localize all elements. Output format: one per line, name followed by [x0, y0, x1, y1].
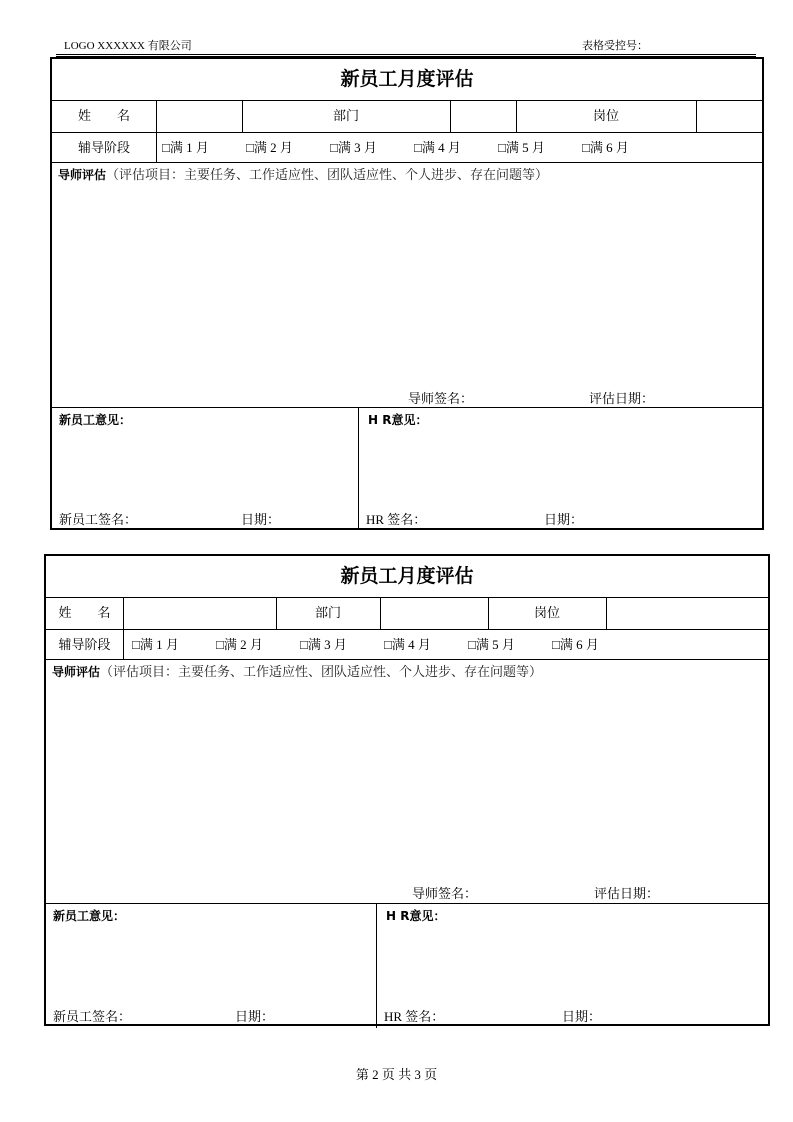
employee-date-label: 日期： [241, 512, 281, 527]
dept-field[interactable] [450, 101, 517, 132]
position-field[interactable] [606, 598, 768, 629]
position-label: 岗位 [516, 101, 697, 132]
form-title: 新员工月度评估 [46, 556, 768, 598]
stage-option-5[interactable]: □满 5 月 [498, 140, 545, 155]
hr-opinion-label: H R意见： [386, 909, 446, 923]
name-label: 姓 名 [52, 101, 157, 132]
stage-row [52, 133, 762, 163]
mentor-sign-label: 导师签名： [412, 886, 478, 901]
position-label: 岗位 [488, 598, 607, 629]
position-field[interactable] [696, 101, 762, 132]
stage-option-6[interactable]: □满 6 月 [552, 637, 599, 652]
company-logo-text: LOGO XXXXXX 有限公司 [64, 40, 192, 52]
employee-sign-label: 新员工签名： [59, 512, 138, 527]
employee-opinion-label: 新员工意见： [53, 909, 126, 923]
mentor-eval-label: 导师评估 [52, 665, 101, 679]
mentor-eval-hint: （评估项目：主要任务、工作适应性、团队适应性、个人进步、存在问题等） [106, 167, 549, 182]
dept-field[interactable] [380, 598, 489, 629]
mentor-eval-hint: （评估项目：主要任务、工作适应性、团队适应性、个人进步、存在问题等） [100, 664, 543, 679]
name-field[interactable] [123, 598, 277, 629]
stage-label: 辅导阶段 [46, 630, 124, 659]
opinion-divider [358, 408, 359, 530]
name-field[interactable] [156, 101, 243, 132]
employee-date-label: 日期： [235, 1009, 275, 1024]
mentor-eval-label: 导师评估 [58, 168, 107, 182]
dept-label: 部门 [242, 101, 451, 132]
opinion-section [52, 408, 762, 530]
employee-sign-label: 新员工签名： [53, 1009, 132, 1024]
stage-row [46, 630, 768, 660]
stage-option-4[interactable]: □满 4 月 [384, 637, 431, 652]
opinion-section [46, 904, 768, 1028]
stage-option-3[interactable]: □满 3 月 [330, 140, 377, 155]
stage-option-2[interactable]: □满 2 月 [216, 637, 263, 652]
name-label: 姓 名 [46, 598, 124, 629]
stage-option-1[interactable]: □满 1 月 [162, 140, 209, 155]
dept-label: 部门 [276, 598, 381, 629]
stage-option-3[interactable]: □满 3 月 [300, 637, 347, 652]
opinion-divider [376, 904, 377, 1028]
form-control-number-label: 表格受控号： [582, 40, 648, 52]
stage-option-5[interactable]: □满 5 月 [468, 637, 515, 652]
hr-sign-label: HR 签名： [366, 512, 427, 527]
employee-opinion-label: 新员工意见： [59, 413, 132, 427]
form-title: 新员工月度评估 [52, 59, 762, 101]
stage-option-6[interactable]: □满 6 月 [582, 140, 629, 155]
info-row [52, 101, 762, 133]
mentor-eval-heading [58, 164, 548, 183]
hr-date-label: 日期： [562, 1009, 602, 1024]
page-number: 第 2 页 共 3 页 [355, 1067, 438, 1082]
stage-label: 辅导阶段 [52, 133, 157, 162]
page-header [56, 36, 756, 55]
stage-option-4[interactable]: □满 4 月 [414, 140, 461, 155]
evaluation-form-2 [44, 554, 770, 1026]
mentor-eval-heading [52, 661, 542, 680]
eval-date-label: 评估日期： [589, 391, 655, 406]
mentor-sign-label: 导师签名： [408, 391, 474, 406]
hr-opinion-label: H R意见： [368, 413, 428, 427]
hr-date-label: 日期： [544, 512, 584, 527]
mentor-eval-section[interactable] [46, 660, 768, 904]
stage-option-1[interactable]: □满 1 月 [132, 637, 179, 652]
eval-date-label: 评估日期： [594, 886, 660, 901]
stage-option-2[interactable]: □满 2 月 [246, 140, 293, 155]
hr-sign-label: HR 签名： [384, 1009, 445, 1024]
evaluation-form-1 [50, 57, 764, 530]
info-row [46, 598, 768, 630]
mentor-eval-section[interactable] [52, 163, 762, 408]
